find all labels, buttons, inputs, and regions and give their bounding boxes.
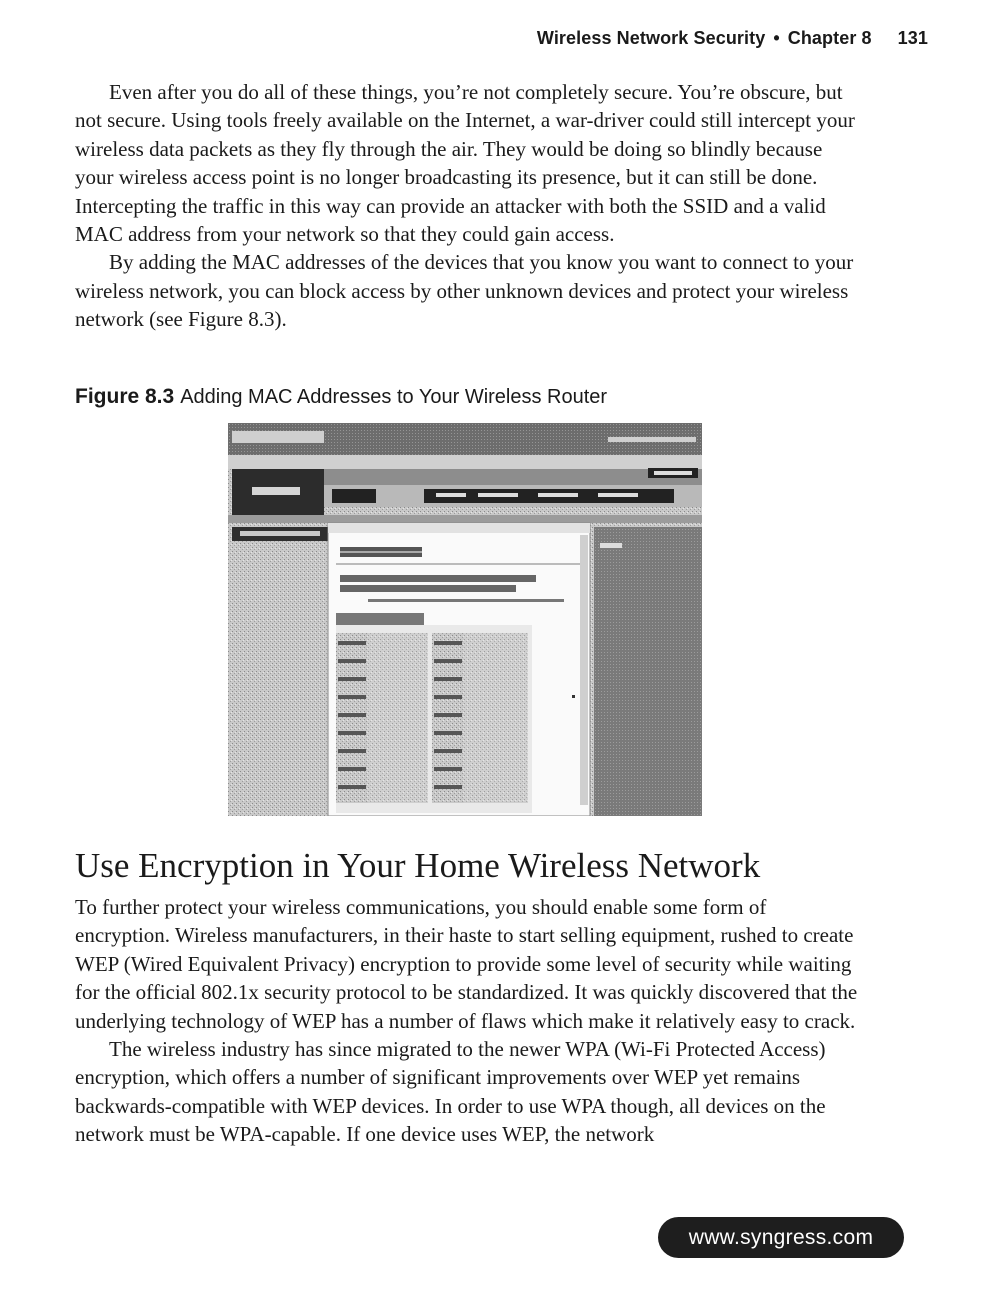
intro-text (75, 78, 865, 334)
chapter-title: Wireless Network Security (536, 28, 766, 48)
publisher-url-badge (658, 1217, 904, 1258)
figure-label: Figure 8.3 (75, 385, 175, 408)
paragraph: To further protect your wireless communications, you should enable some form of encryption. Wireless manufacturers, in their haste to start selling equipment, rushed to create WEP (Wired Equivalent Privacy) encryption to provide some level of security while waiting for the official 802.1x security protocol to be standardized. It was quickly discovered that the underlying technology of WEP has a number of flaws which make it relatively easy to crack. (75, 895, 858, 1033)
router-screenshot (228, 423, 702, 816)
paragraph: The wireless industry has since migrated to the newer WPA (Wi-Fi Protected Access) encryption, which offers a number of significant improvements over WEP yet remains backwards-compatible with WEP devices. In order to use WPA though, all devices on the network must be WPA-capable. If one device uses WEP, the network (75, 1037, 826, 1147)
publisher-url: www.syngress.com (688, 1225, 874, 1249)
paragraph: Even after you do all of these things, you’re not completely secure. You’re obscure, but not secure. Using tools freely available on the Internet, a war-driver could still intercept your wireless data packets as they fly through the air. They would be doing so blindly because your wireless access point is no longer broadcasting its presence, but it can still be done. Intercepting the traffic in this way can provide an attacker with both the SSID and a valid MAC address from your network so that they could gain access. (75, 80, 855, 247)
section-heading: Use Encryption in Your Home Wireless Network (75, 846, 761, 885)
figure-caption (75, 385, 607, 409)
paragraph: By adding the MAC addresses of the devices that you know you want to connect to your wireless network, you can block access by other unknown devices and protect your wireless network (see Figure 8.3). (75, 250, 854, 332)
page-number: 131 (897, 28, 928, 48)
figure-caption-text: Adding MAC Addresses to Your Wireless Router (180, 386, 608, 408)
section-text (75, 893, 865, 1149)
running-head (537, 28, 928, 49)
chapter-number: Chapter 8 (787, 28, 872, 48)
router-screenshot-image (228, 423, 702, 816)
header-bullet: • (773, 28, 780, 48)
